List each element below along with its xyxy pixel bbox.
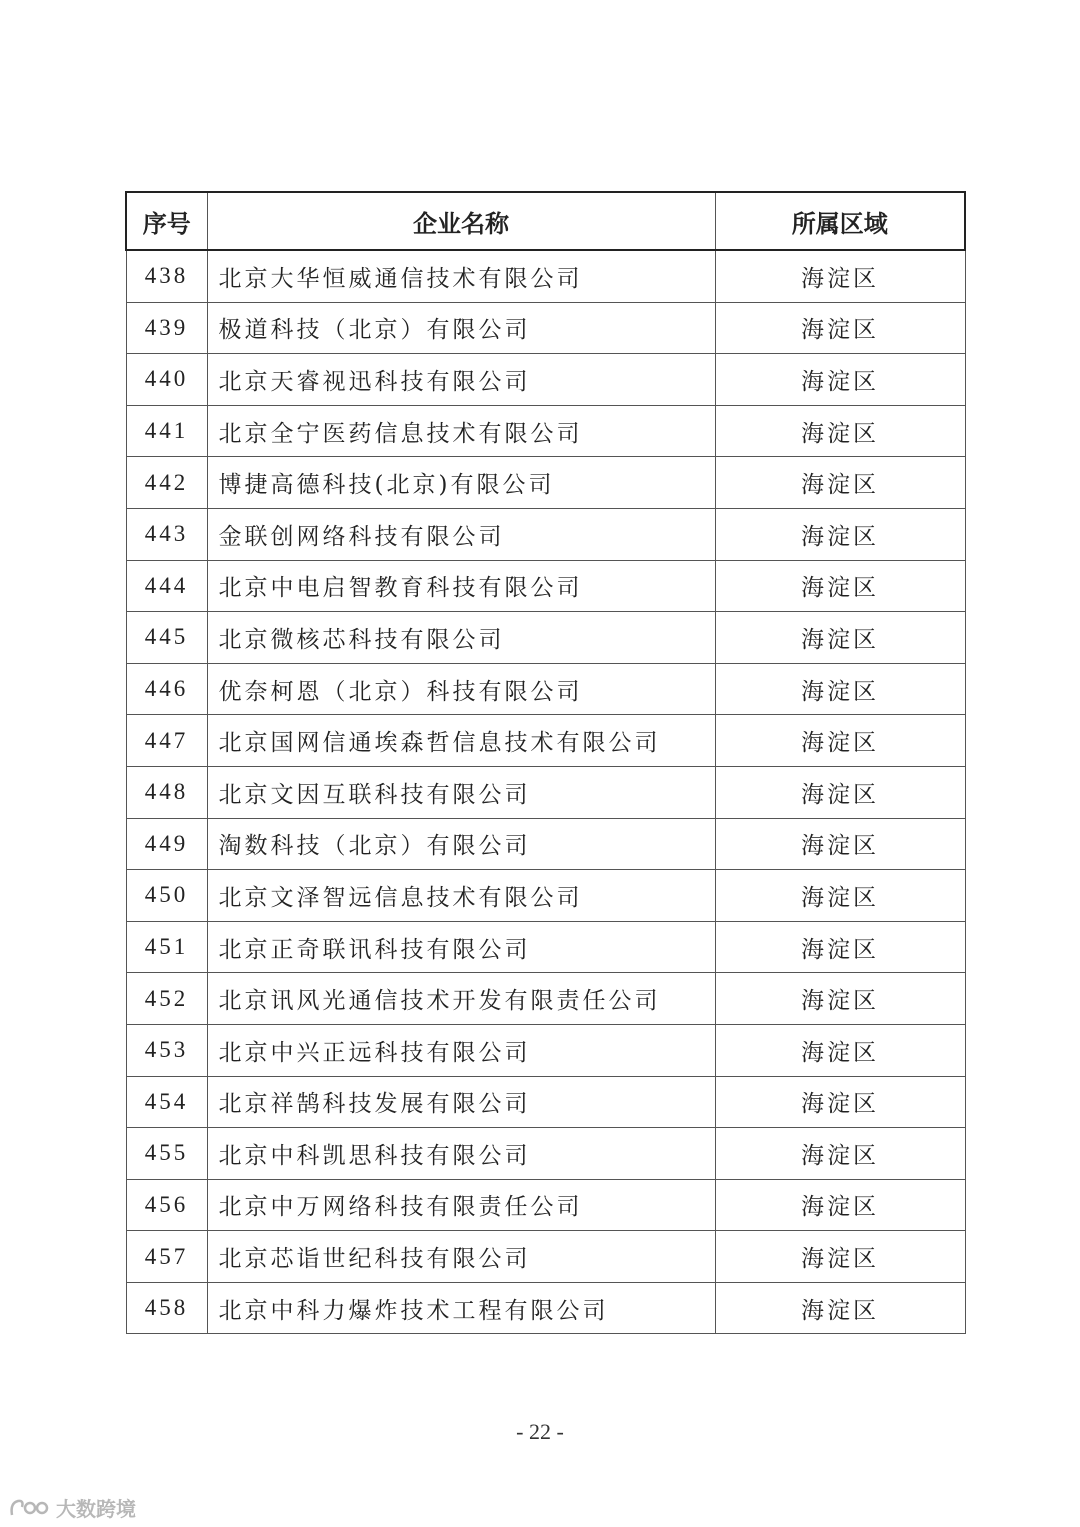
region-cell: 海淀区 [715, 354, 965, 406]
region-cell: 海淀区 [715, 1179, 965, 1231]
header-region: 所属区域 [715, 192, 965, 250]
watermark-logo-icon [8, 1495, 52, 1521]
watermark [8, 1493, 136, 1522]
company-name-cell: 北京天睿视迅科技有限公司 [207, 354, 715, 406]
table-row [126, 302, 965, 354]
table-row [126, 1024, 965, 1076]
company-name-cell: 北京大华恒威通信技术有限公司 [207, 250, 715, 302]
serial-number-cell: 458 [126, 1282, 207, 1334]
watermark-text: 大数跨境 [56, 1497, 136, 1521]
company-name-cell: 优奈柯恩（北京）科技有限公司 [207, 663, 715, 715]
table-body [126, 250, 965, 1334]
serial-number-cell: 452 [126, 973, 207, 1025]
company-name-cell: 博捷高德科技(北京)有限公司 [207, 457, 715, 509]
table-row [126, 921, 965, 973]
table-row [126, 818, 965, 870]
serial-number-cell: 456 [126, 1179, 207, 1231]
company-name-cell: 北京祥鹄科技发展有限公司 [207, 1076, 715, 1128]
serial-number-cell: 443 [126, 508, 207, 560]
company-name-cell: 北京中万网络科技有限责任公司 [207, 1179, 715, 1231]
company-name-cell: 北京国网信通埃森哲信息技术有限公司 [207, 715, 715, 767]
table-row [126, 560, 965, 612]
region-cell: 海淀区 [715, 921, 965, 973]
company-name-cell: 北京讯风光通信技术开发有限责任公司 [207, 973, 715, 1025]
table-row [126, 508, 965, 560]
table-row [126, 612, 965, 664]
serial-number-cell: 451 [126, 921, 207, 973]
enterprise-table [125, 191, 966, 1334]
header-serial-number: 序号 [126, 192, 207, 250]
serial-number-cell: 450 [126, 870, 207, 922]
region-cell: 海淀区 [715, 560, 965, 612]
region-cell: 海淀区 [715, 1076, 965, 1128]
region-cell: 海淀区 [715, 457, 965, 509]
table-row [126, 405, 965, 457]
region-cell: 海淀区 [715, 1282, 965, 1334]
serial-number-cell: 439 [126, 302, 207, 354]
serial-number-cell: 453 [126, 1024, 207, 1076]
table-row [126, 1128, 965, 1180]
region-cell: 海淀区 [715, 818, 965, 870]
table-row [126, 973, 965, 1025]
table-header [126, 192, 965, 250]
table-row [126, 250, 965, 302]
serial-number-cell: 454 [126, 1076, 207, 1128]
serial-number-cell: 438 [126, 250, 207, 302]
region-cell: 海淀区 [715, 508, 965, 560]
table-row [126, 354, 965, 406]
region-cell: 海淀区 [715, 870, 965, 922]
region-cell: 海淀区 [715, 612, 965, 664]
company-name-cell: 北京文泽智远信息技术有限公司 [207, 870, 715, 922]
header-row [126, 192, 965, 250]
header-company-name: 企业名称 [207, 192, 715, 250]
table-row [126, 663, 965, 715]
serial-number-cell: 448 [126, 766, 207, 818]
company-name-cell: 北京芯诣世纪科技有限公司 [207, 1231, 715, 1283]
table-row [126, 766, 965, 818]
company-name-cell: 北京中兴正远科技有限公司 [207, 1024, 715, 1076]
table-row [126, 1282, 965, 1334]
serial-number-cell: 449 [126, 818, 207, 870]
serial-number-cell: 444 [126, 560, 207, 612]
serial-number-cell: 440 [126, 354, 207, 406]
serial-number-cell: 445 [126, 612, 207, 664]
table-row [126, 715, 965, 767]
table-row [126, 870, 965, 922]
region-cell: 海淀区 [715, 973, 965, 1025]
company-name-cell: 北京微核芯科技有限公司 [207, 612, 715, 664]
company-name-cell: 北京正奇联讯科技有限公司 [207, 921, 715, 973]
region-cell: 海淀区 [715, 766, 965, 818]
region-cell: 海淀区 [715, 663, 965, 715]
serial-number-cell: 447 [126, 715, 207, 767]
serial-number-cell: 457 [126, 1231, 207, 1283]
region-cell: 海淀区 [715, 715, 965, 767]
region-cell: 海淀区 [715, 405, 965, 457]
table-row [126, 1179, 965, 1231]
company-name-cell: 淘数科技（北京）有限公司 [207, 818, 715, 870]
region-cell: 海淀区 [715, 1128, 965, 1180]
company-name-cell: 北京全宁医药信息技术有限公司 [207, 405, 715, 457]
table-row [126, 1076, 965, 1128]
company-name-cell: 金联创网络科技有限公司 [207, 508, 715, 560]
company-name-cell: 北京中电启智教育科技有限公司 [207, 560, 715, 612]
region-cell: 海淀区 [715, 1024, 965, 1076]
company-name-cell: 北京中科凯思科技有限公司 [207, 1128, 715, 1180]
company-name-cell: 北京中科力爆炸技术工程有限公司 [207, 1282, 715, 1334]
serial-number-cell: 455 [126, 1128, 207, 1180]
region-cell: 海淀区 [715, 250, 965, 302]
company-name-cell: 极道科技（北京）有限公司 [207, 302, 715, 354]
region-cell: 海淀区 [715, 302, 965, 354]
table-row [126, 457, 965, 509]
serial-number-cell: 442 [126, 457, 207, 509]
company-name-cell: 北京文因互联科技有限公司 [207, 766, 715, 818]
region-cell: 海淀区 [715, 1231, 965, 1283]
table-row [126, 1231, 965, 1283]
serial-number-cell: 441 [126, 405, 207, 457]
serial-number-cell: 446 [126, 663, 207, 715]
page-number: - 22 - [516, 1419, 564, 1444]
